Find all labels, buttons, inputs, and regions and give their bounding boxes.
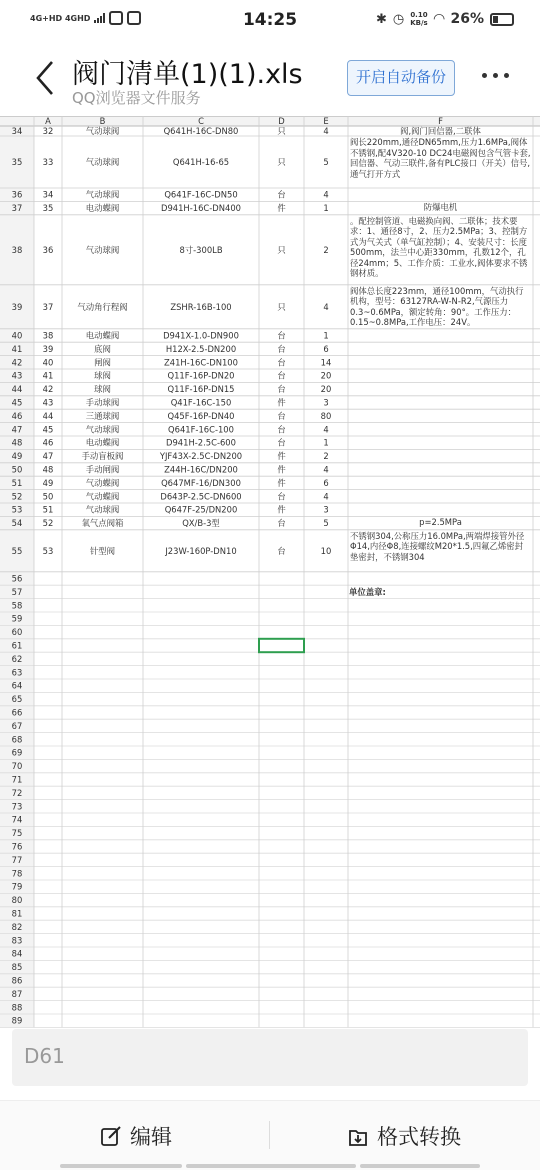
row-number: 82 bbox=[11, 921, 23, 932]
cell-a-38[interactable]: 36 bbox=[42, 244, 54, 255]
cell-b-53[interactable]: 气动球阀 bbox=[85, 504, 120, 515]
row-number: 69 bbox=[11, 747, 23, 758]
cell-d-39[interactable]: 只 bbox=[277, 301, 286, 312]
cell-d-44[interactable]: 台 bbox=[277, 384, 286, 395]
cell-e-43[interactable]: 20 bbox=[320, 370, 332, 381]
cell-d-36[interactable]: 台 bbox=[277, 189, 286, 200]
cell-reference: D61 bbox=[24, 1044, 65, 1068]
seal-label: 单位盖章: bbox=[349, 586, 386, 597]
row-number: 59 bbox=[11, 613, 23, 624]
cell-a-45[interactable]: 43 bbox=[42, 397, 54, 408]
cell-d-40[interactable]: 台 bbox=[277, 330, 286, 341]
row-number: 70 bbox=[11, 761, 23, 772]
cell-a-35[interactable]: 33 bbox=[42, 157, 54, 167]
cell-e-35[interactable]: 5 bbox=[323, 157, 329, 167]
row-number: 45 bbox=[11, 397, 23, 408]
row-number: 39 bbox=[11, 301, 23, 312]
cell-b-40[interactable]: 电动蝶阀 bbox=[85, 330, 120, 341]
app-header bbox=[0, 42, 540, 114]
cell-d-45[interactable]: 件 bbox=[277, 397, 286, 408]
edit-icon bbox=[100, 1125, 122, 1147]
cell-c-43[interactable]: Q11F-16P-DN20 bbox=[167, 370, 235, 381]
bottom-toolbar bbox=[0, 1100, 540, 1170]
cell-c-50[interactable]: Z44H-16C/DN200 bbox=[164, 464, 238, 475]
cell-c-48[interactable]: D941H-2.5C-600 bbox=[166, 437, 236, 448]
row-number: 85 bbox=[11, 962, 23, 973]
cell-e-48[interactable]: 1 bbox=[323, 437, 329, 448]
cell-e-37[interactable]: 1 bbox=[323, 203, 329, 214]
active-cell-selection[interactable] bbox=[259, 639, 304, 652]
cell-a-40[interactable]: 38 bbox=[42, 330, 54, 341]
cell-e-47[interactable]: 4 bbox=[323, 424, 329, 435]
row-number: 68 bbox=[11, 734, 23, 745]
cell-e-41[interactable]: 6 bbox=[323, 343, 329, 354]
row-number: 83 bbox=[11, 935, 23, 946]
cell-b-54[interactable]: 氧气点阀箱 bbox=[81, 518, 124, 529]
cell-e-44[interactable]: 20 bbox=[320, 384, 332, 395]
cell-c-46[interactable]: Q45F-16P-DN40 bbox=[167, 410, 235, 421]
cell-a-36[interactable]: 34 bbox=[42, 189, 54, 200]
battery-percent: 26% bbox=[450, 11, 484, 27]
row-number: 87 bbox=[11, 988, 23, 999]
cell-f-34[interactable]: 阀,阀门回信器,二联体 bbox=[400, 126, 481, 136]
cell-e-51[interactable]: 6 bbox=[323, 477, 329, 488]
cell-d-34[interactable]: 只 bbox=[277, 126, 286, 136]
cell-f-54[interactable]: p=2.5MPa bbox=[419, 517, 462, 528]
row-number: 40 bbox=[11, 330, 23, 341]
auto-backup-button[interactable]: 开启自动备份 bbox=[347, 60, 455, 96]
cell-b-34[interactable]: 气动球阀 bbox=[85, 126, 120, 136]
cell-a-42[interactable]: 40 bbox=[42, 357, 54, 368]
cell-c-45[interactable]: Q41F-16C-150 bbox=[170, 397, 232, 408]
cell-f-35[interactable]: 阀长220mm,通径DN65mm,压力1.6MPa,阀体不锈钢,配4V320-10 DC24电磁阀包含气管卡套,回信器、气动三联件,备有PLC接口（开关）信号,通气打开方式 bbox=[350, 137, 531, 179]
column-header-c: C bbox=[198, 116, 204, 126]
edit-button[interactable] bbox=[100, 1121, 172, 1151]
row-number: 42 bbox=[11, 357, 23, 368]
cell-f-39[interactable]: 阀体总长度223mm，通径100mm，气动执行机构，型号：63127RA-W-N-R2,气源压力0.3~0.6MPa，额定转角：90°。工作压力：0.15~0.8MPa,工作电压：24V。 bbox=[350, 285, 524, 328]
row-number: 63 bbox=[11, 667, 23, 678]
row-number: 65 bbox=[11, 694, 23, 705]
row-number: 52 bbox=[11, 491, 23, 502]
cell-d-42[interactable]: 台 bbox=[277, 357, 286, 368]
network-label: 4G+HD 4GHD bbox=[30, 13, 91, 23]
row-number: 81 bbox=[11, 908, 23, 919]
row-number: 56 bbox=[11, 573, 23, 584]
cell-c-51[interactable]: Q647MF-16/DN300 bbox=[161, 477, 241, 488]
row-number: 54 bbox=[11, 518, 23, 529]
cell-d-54[interactable]: 台 bbox=[277, 518, 286, 529]
edit-label: 编辑 bbox=[130, 1125, 172, 1149]
cell-f-37[interactable]: 防爆电机 bbox=[423, 202, 458, 213]
network-speed: 0.10 KB/s bbox=[410, 11, 428, 27]
cell-c-41[interactable]: H12X-2.5-DN200 bbox=[165, 343, 237, 354]
spreadsheet-view[interactable] bbox=[0, 116, 540, 1026]
row-number: 48 bbox=[11, 437, 23, 448]
row-number: 51 bbox=[11, 477, 23, 488]
row-number: 88 bbox=[11, 1002, 23, 1013]
cell-b-43[interactable]: 球阀 bbox=[94, 370, 111, 381]
row-number: 38 bbox=[11, 244, 23, 255]
bluetooth-icon: ✱ bbox=[375, 11, 387, 27]
cell-c-36[interactable]: Q641F-16C-DN50 bbox=[164, 189, 238, 200]
cell-b-48[interactable]: 电动蝶阀 bbox=[85, 437, 120, 448]
cell-e-42[interactable]: 14 bbox=[320, 357, 332, 368]
cell-c-42[interactable]: Z41H-16C-DN100 bbox=[164, 357, 238, 368]
row-number: 62 bbox=[11, 653, 23, 664]
row-number: 72 bbox=[11, 787, 23, 798]
cell-d-55[interactable]: 台 bbox=[277, 545, 286, 556]
cell-e-34[interactable]: 4 bbox=[323, 126, 329, 136]
row-number: 79 bbox=[11, 881, 23, 892]
cell-c-54[interactable]: QX/B-3型 bbox=[182, 518, 220, 529]
cell-a-50[interactable]: 48 bbox=[42, 464, 54, 475]
cell-d-43[interactable]: 台 bbox=[277, 370, 286, 381]
cell-d-41[interactable]: 台 bbox=[277, 343, 286, 354]
cell-b-52[interactable]: 气动蝶阀 bbox=[85, 491, 120, 502]
cell-c-34[interactable]: Q641H-16C-DN80 bbox=[163, 126, 239, 136]
convert-icon bbox=[347, 1125, 369, 1147]
cell-b-37[interactable]: 电动蝶阀 bbox=[85, 203, 120, 214]
row-number: 60 bbox=[11, 627, 23, 638]
alarm-icon: ◷ bbox=[392, 11, 405, 27]
format-convert-button[interactable] bbox=[347, 1121, 461, 1151]
cell-b-45[interactable]: 手动球阀 bbox=[85, 397, 120, 408]
cell-b-46[interactable]: 三通球阀 bbox=[85, 410, 120, 421]
cell-a-39[interactable]: 37 bbox=[42, 301, 54, 312]
row-number: 84 bbox=[11, 948, 23, 959]
cell-c-44[interactable]: Q11F-16P-DN15 bbox=[167, 384, 235, 395]
cell-c-40[interactable]: D941X-1.0-DN900 bbox=[163, 330, 239, 341]
cell-a-48[interactable]: 46 bbox=[42, 437, 54, 448]
cell-b-50[interactable]: 手动闸阀 bbox=[85, 464, 120, 475]
cell-e-52[interactable]: 4 bbox=[323, 491, 329, 502]
nav-indicator-1 bbox=[60, 1164, 182, 1168]
cell-a-41[interactable]: 39 bbox=[42, 343, 54, 354]
row-number: 80 bbox=[11, 895, 23, 906]
cell-d-52[interactable]: 台 bbox=[277, 491, 286, 502]
cell-c-35[interactable]: Q641H-16-65 bbox=[172, 157, 230, 167]
more-options-icon[interactable] bbox=[482, 73, 509, 78]
cell-f-38[interactable]: 。配控制管道、电磁换向阀、二联体；技术要求：1、通径8寸，2、压力2.5MPa；3、控制方式为气关式（单气缸控制）；4、安装尺寸：长度500mm，法兰中心距330mm，孔数12个，孔径24mm；5、工作介质：工业水,阀体要求不锈钢材质。 bbox=[350, 215, 528, 279]
cell-b-55[interactable]: 针型阀 bbox=[89, 545, 116, 556]
cell-e-39[interactable]: 4 bbox=[323, 301, 329, 312]
row-number: 43 bbox=[11, 370, 23, 381]
cell-a-51[interactable]: 49 bbox=[42, 477, 54, 488]
cell-c-49[interactable]: YJF43X-2.5C-DN200 bbox=[159, 451, 243, 462]
cell-a-47[interactable]: 45 bbox=[42, 424, 54, 435]
row-number: 58 bbox=[11, 600, 23, 611]
cell-d-47[interactable]: 台 bbox=[277, 424, 286, 435]
row-number: 34 bbox=[11, 126, 23, 136]
column-header-d: D bbox=[278, 116, 285, 126]
cell-b-38[interactable]: 气动球阀 bbox=[85, 244, 120, 255]
row-number: 37 bbox=[11, 203, 23, 214]
cell-d-46[interactable]: 台 bbox=[277, 410, 286, 421]
row-number: 47 bbox=[11, 424, 23, 435]
cell-e-54[interactable]: 5 bbox=[323, 518, 329, 529]
row-number: 73 bbox=[11, 801, 23, 812]
cell-b-41[interactable]: 底阀 bbox=[94, 343, 111, 354]
cell-e-46[interactable]: 80 bbox=[320, 410, 332, 421]
row-number: 53 bbox=[11, 504, 23, 515]
cell-e-53[interactable]: 3 bbox=[323, 504, 329, 515]
cell-e-40[interactable]: 1 bbox=[323, 330, 329, 341]
cell-a-52[interactable]: 50 bbox=[42, 491, 54, 502]
cell-a-43[interactable]: 41 bbox=[42, 370, 54, 381]
back-arrow-icon[interactable] bbox=[30, 54, 66, 102]
cell-c-38[interactable]: 8寸-300LB bbox=[179, 244, 223, 255]
cell-a-46[interactable]: 44 bbox=[42, 410, 54, 421]
cell-d-49[interactable]: 件 bbox=[277, 451, 286, 462]
cell-a-49[interactable]: 47 bbox=[42, 451, 54, 462]
nav-indicator-3 bbox=[360, 1164, 480, 1168]
cell-e-50[interactable]: 4 bbox=[323, 464, 329, 475]
cell-d-53[interactable]: 件 bbox=[277, 504, 286, 515]
cell-b-36[interactable]: 气动球阀 bbox=[85, 189, 120, 200]
file-title: 阀门清单(1)(1).xls bbox=[72, 59, 303, 90]
row-number: 61 bbox=[11, 640, 23, 651]
cell-d-38[interactable]: 只 bbox=[277, 244, 286, 255]
cell-a-34[interactable]: 32 bbox=[42, 126, 54, 136]
row-number: 76 bbox=[11, 841, 23, 852]
row-number: 55 bbox=[11, 545, 23, 556]
cell-c-39[interactable]: ZSHR-16B-100 bbox=[170, 301, 232, 312]
clock: 14:25 bbox=[242, 10, 298, 30]
row-number: 86 bbox=[11, 975, 23, 986]
cell-c-37[interactable]: D941H-16C-DN400 bbox=[161, 203, 241, 214]
cell-f-55[interactable]: 不锈钢304,公称压力16.0MPa,两端焊接管外径Φ14,内径Φ8,连接螺纹M20*1.5,四氟乙烯密封垫密封，不锈钢304 bbox=[350, 530, 525, 562]
cell-b-49[interactable]: 手动盲板阀 bbox=[81, 451, 124, 462]
column-header-a: A bbox=[45, 116, 51, 126]
cell-a-55[interactable]: 53 bbox=[42, 545, 54, 556]
row-number: 75 bbox=[11, 828, 23, 839]
cell-b-44[interactable]: 球阀 bbox=[94, 384, 111, 395]
cell-b-39[interactable]: 气动角行程阀 bbox=[77, 301, 128, 312]
cell-c-47[interactable]: Q641F-16C-100 bbox=[168, 424, 234, 435]
cell-b-47[interactable]: 气动球阀 bbox=[85, 424, 120, 435]
row-number: 78 bbox=[11, 868, 23, 879]
cell-e-55[interactable]: 10 bbox=[320, 545, 332, 556]
row-number: 44 bbox=[11, 384, 23, 395]
nav-indicator-2 bbox=[186, 1164, 356, 1168]
column-header-b: B bbox=[99, 116, 106, 126]
row-number: 74 bbox=[11, 814, 23, 825]
row-number: 71 bbox=[11, 774, 23, 785]
cell-a-54[interactable]: 52 bbox=[42, 518, 54, 529]
row-number: 36 bbox=[11, 189, 23, 200]
row-number: 67 bbox=[11, 720, 23, 731]
battery-icon bbox=[490, 13, 514, 26]
cell-a-53[interactable]: 51 bbox=[42, 504, 54, 515]
system-indicators bbox=[376, 11, 514, 27]
row-number: 50 bbox=[11, 464, 23, 475]
cell-c-52[interactable]: D643P-2.5C-DN600 bbox=[160, 491, 242, 502]
row-number: 49 bbox=[11, 451, 23, 462]
cell-d-37[interactable]: 件 bbox=[277, 203, 286, 214]
convert-label: 格式转换 bbox=[377, 1125, 461, 1149]
column-header-bar bbox=[0, 116, 540, 126]
cell-reference-box[interactable] bbox=[12, 1029, 528, 1086]
cell-e-36[interactable]: 4 bbox=[323, 189, 329, 200]
column-header-e: E bbox=[323, 116, 329, 126]
cell-b-51[interactable]: 气动蝶阀 bbox=[85, 477, 120, 488]
row-number: 57 bbox=[11, 586, 23, 597]
cell-e-49[interactable]: 2 bbox=[323, 451, 329, 462]
status-bar bbox=[0, 0, 540, 42]
row-number: 89 bbox=[11, 1015, 23, 1026]
cell-e-38[interactable]: 2 bbox=[323, 244, 329, 255]
cell-a-37[interactable]: 35 bbox=[42, 203, 54, 214]
row-number: 66 bbox=[11, 707, 23, 718]
column-header-f: F bbox=[438, 116, 443, 126]
row-number: 46 bbox=[11, 410, 23, 421]
wifi-icon: ◠ bbox=[433, 11, 445, 27]
cell-b-35[interactable]: 气动球阀 bbox=[85, 157, 120, 167]
file-subtitle: QQ浏览器文件服务 bbox=[72, 89, 201, 107]
cell-c-55[interactable]: J23W-160P-DN10 bbox=[165, 545, 237, 556]
row-number: 77 bbox=[11, 854, 23, 865]
cell-e-45[interactable]: 3 bbox=[323, 397, 329, 408]
row-number: 64 bbox=[11, 680, 23, 691]
cell-b-42[interactable]: 闸阀 bbox=[94, 357, 111, 368]
toolbar-divider bbox=[269, 1121, 270, 1149]
row-number: 35 bbox=[11, 157, 23, 167]
cell-d-50[interactable]: 件 bbox=[277, 464, 286, 475]
cell-d-35[interactable]: 只 bbox=[277, 157, 286, 167]
cell-d-51[interactable]: 件 bbox=[277, 477, 286, 488]
cell-d-48[interactable]: 台 bbox=[277, 437, 286, 448]
cell-c-53[interactable]: Q647F-25/DN200 bbox=[164, 504, 238, 515]
row-number: 41 bbox=[11, 343, 23, 354]
cell-a-44[interactable]: 42 bbox=[42, 384, 54, 395]
